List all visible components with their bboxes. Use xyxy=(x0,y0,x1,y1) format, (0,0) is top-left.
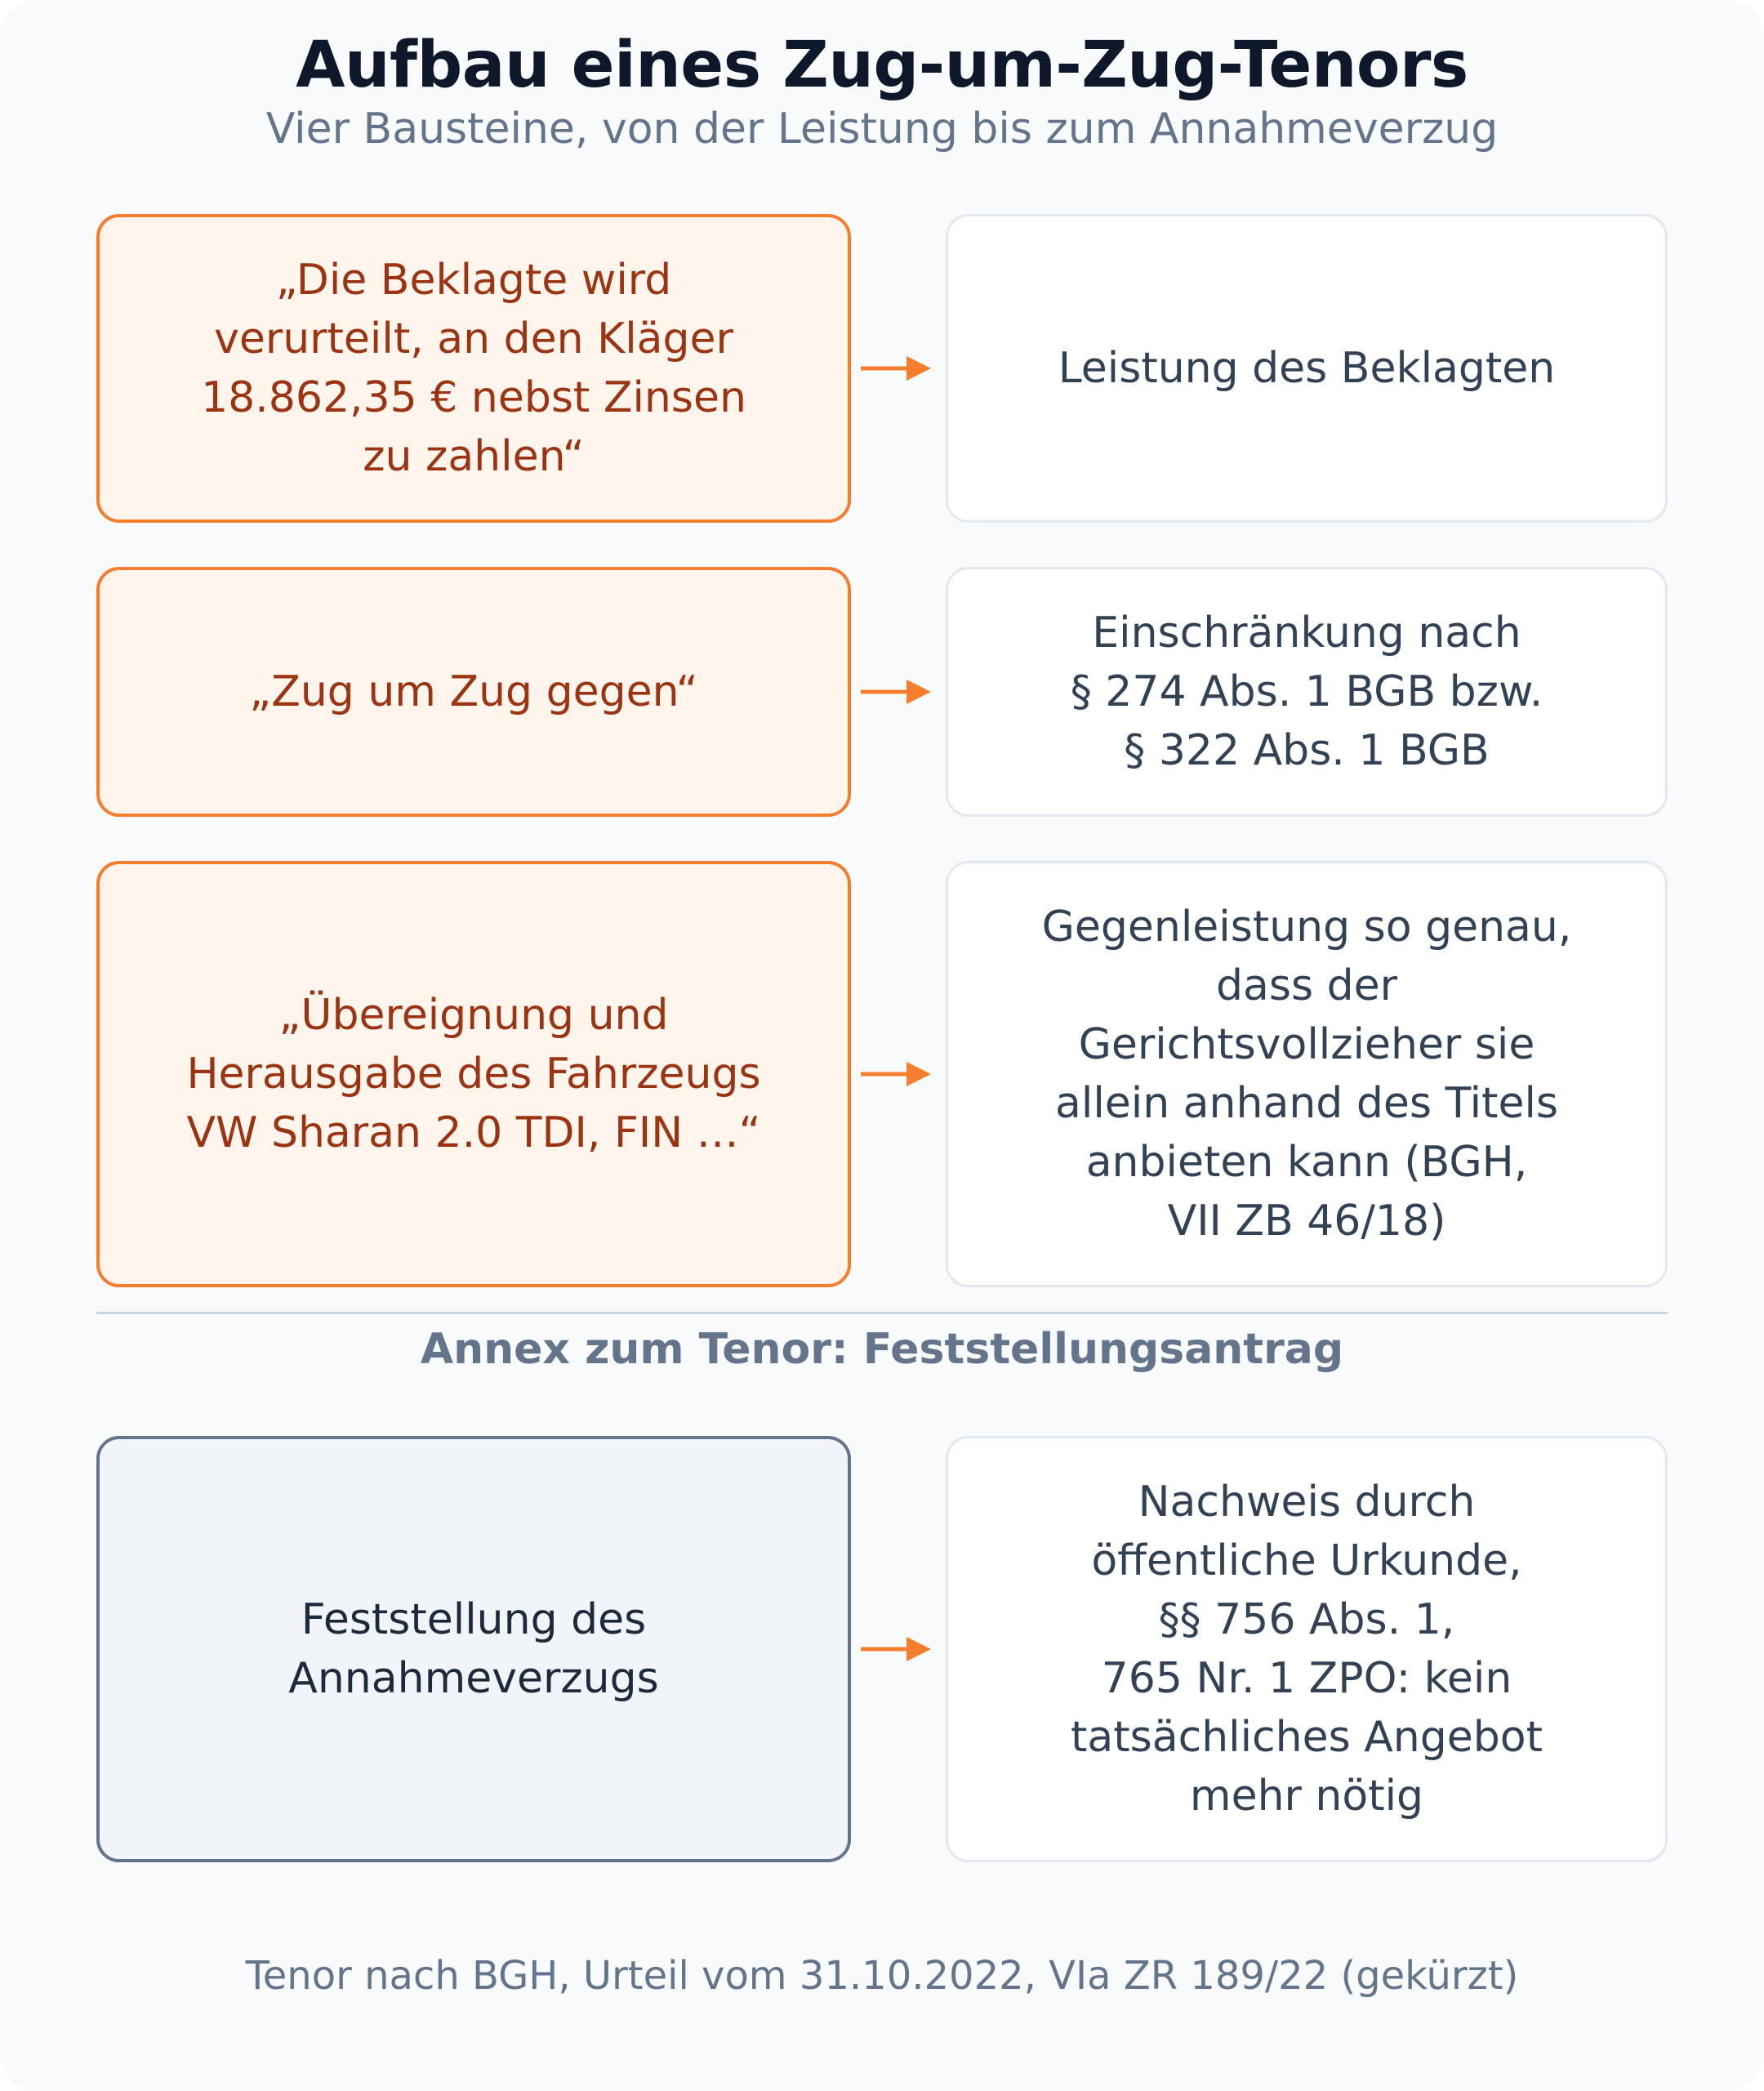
explanation-box-1 xyxy=(946,214,1668,523)
tenor-quote-text-3: „Übereignung und Herausgabe des Fahrzeugs VW Sharan 2.0 TDI, FIN …“ xyxy=(186,991,761,1157)
explanation-text-1: Leistung des Beklagten xyxy=(1058,344,1556,393)
source-footer: Tenor nach BGH, Urteil vom 31.10.2022, VIa ZR 189/22 (gekürzt) xyxy=(245,1953,1519,1999)
explanation-text-2: Einschränkung nach § 274 Abs. 1 BGB bzw. § 322 Abs. 1 BGB xyxy=(1070,609,1544,775)
explanation-box-2 xyxy=(946,567,1668,817)
page-subtitle: Vier Bausteine, von der Leistung bis zum Annahmeverzug xyxy=(265,105,1499,154)
annex-section-label: Annex zum Tenor: Feststellungsantrag xyxy=(420,1325,1344,1374)
tenor-quote-text-2: „Zug um Zug gegen“ xyxy=(249,667,698,716)
tenor-quote-box-3 xyxy=(96,861,851,1287)
arrow-right-icon xyxy=(859,1058,933,1090)
annex-explanation-box xyxy=(946,1436,1668,1862)
explanation-text-3: Gegenleistung so genau, dass der Gerichtsvollzieher sie allein anhand des Titels anbieten kann (BGH, VII ZB 46/18) xyxy=(1041,903,1572,1246)
arrow-right-icon xyxy=(859,352,933,385)
tenor-quote-box-2 xyxy=(96,567,851,817)
tenor-quote-box-1 xyxy=(96,214,851,523)
annex-box xyxy=(96,1436,851,1862)
tenor-quote-text-1: „Die Beklagte wird verurteilt, an den Kläger 18.862,35 € nebst Zinsen zu zahlen“ xyxy=(201,256,746,481)
explanation-box-3 xyxy=(946,861,1668,1287)
page-title: Aufbau eines Zug-um-Zug-Tenors xyxy=(296,29,1468,102)
section-divider xyxy=(96,1312,1668,1314)
annex-box-text: Feststellung des Annahmeverzugs xyxy=(288,1595,659,1703)
annex-explanation-text: Nachweis durch öffentliche Urkunde, §§ 756 Abs. 1, 765 Nr. 1 ZPO: kein tatsächliches Angebot mehr nötig xyxy=(1071,1478,1543,1821)
arrow-right-icon xyxy=(859,675,933,708)
arrow-right-icon xyxy=(859,1633,933,1665)
